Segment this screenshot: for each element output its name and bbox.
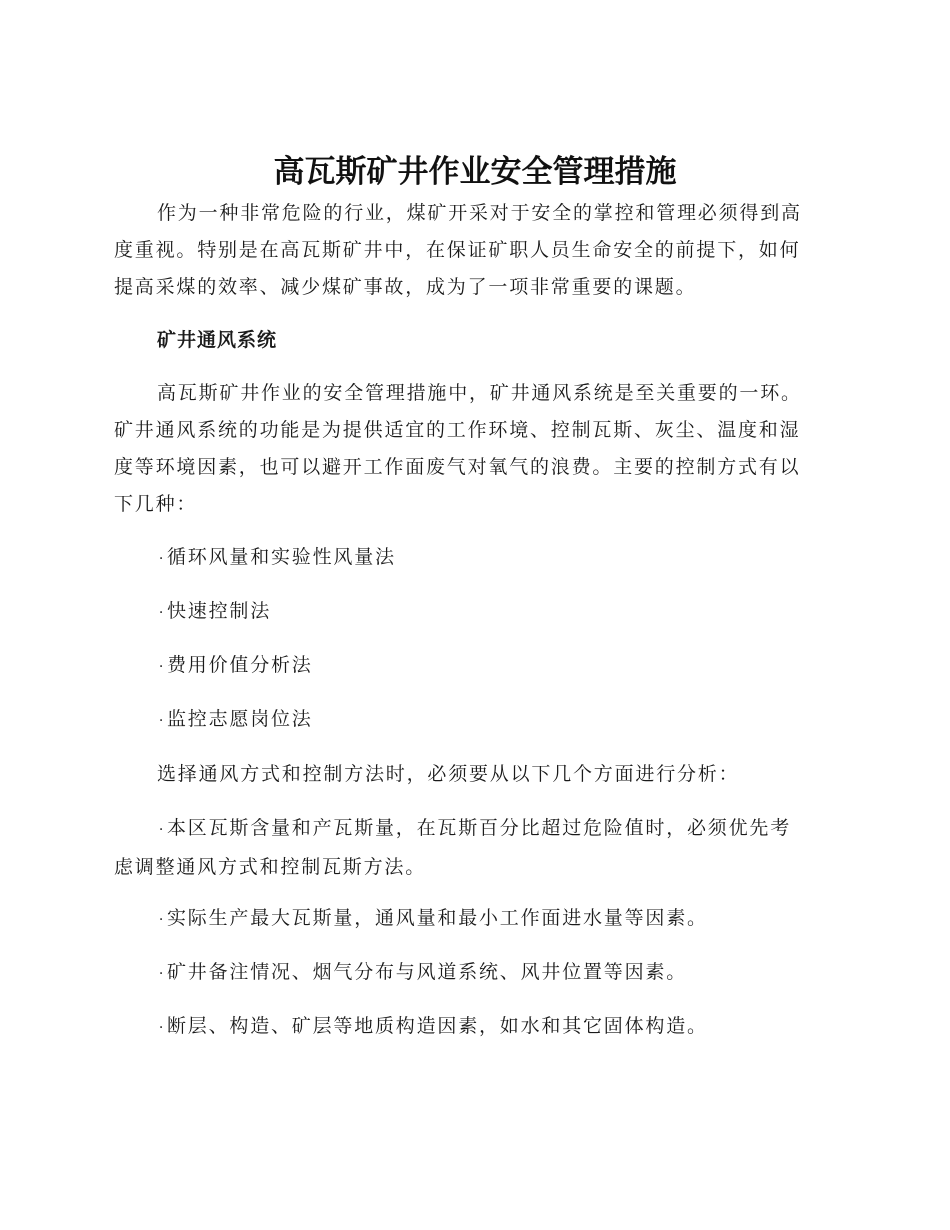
bullet-marker: · (158, 822, 166, 838)
factor-list-item (157, 900, 708, 939)
method-text: 费用价值分析法 (167, 654, 313, 676)
factor-text: 矿井备注情况、烟气分布与风道系统、风井位置等因素。 (167, 961, 688, 983)
factor-text: 实际生产最大瓦斯量，通风量和最小工作面进水量等因素。 (167, 907, 708, 929)
factor-list-item (157, 954, 687, 993)
bullet-marker: · (158, 659, 166, 675)
factor-list-item (157, 1008, 708, 1047)
intro-line: 作为一种非常危险的行业，煤矿开采对于安全的掌控和管理必须得到高 (157, 202, 802, 224)
section-line: 度等环境因素，也可以避开工作面废气对氧气的浪费。主要的控制方式有以 (114, 456, 801, 478)
intro-line: 提高采煤的效率、减少煤矿事故，成为了一项非常重要的课题。 (114, 276, 697, 298)
section-paragraph (114, 375, 830, 523)
bullet-marker: · (158, 551, 166, 567)
factor-line (114, 810, 830, 849)
section-line: 下几种： (114, 493, 198, 515)
method-list-item (157, 701, 313, 740)
section-heading: 矿井通风系统 (157, 329, 278, 351)
intro-line: 度重视。特别是在高瓦斯矿井中，在保证矿职人员生命安全的前提下，如何 (114, 239, 801, 261)
method-list-item (157, 539, 396, 578)
document-title: 高瓦斯矿井作业安全管理措施 (273, 154, 677, 190)
method-text: 循环风量和实验性风量法 (167, 546, 396, 568)
bullet-marker: · (158, 713, 166, 729)
factor-text: 本区瓦斯含量和产瓦斯量，在瓦斯百分比超过危险值时，必须优先考 (167, 817, 792, 839)
method-list-item (157, 593, 271, 632)
bullet-marker: · (158, 605, 166, 621)
factor-line: 虑调整通风方式和控制瓦斯方法。 (114, 856, 427, 878)
bullet-marker: · (158, 912, 166, 928)
bullet-marker: · (158, 1020, 166, 1036)
method-list-item (157, 647, 313, 686)
analysis-intro: 选择通风方式和控制方法时，必须要从以下几个方面进行分析： (157, 763, 740, 785)
factor-text: 断层、构造、矿层等地质构造因素，如水和其它固体构造。 (167, 1015, 708, 1037)
factor-list-item (114, 810, 830, 886)
section-line: 矿井通风系统的功能是为提供适宜的工作环境、控制瓦斯、灰尘、温度和湿 (114, 419, 801, 441)
bullet-marker: · (158, 966, 166, 982)
method-text: 快速控制法 (167, 600, 272, 622)
section-line: 高瓦斯矿井作业的安全管理措施中，矿井通风系统是至关重要的一环。 (157, 382, 802, 404)
method-text: 监控志愿岗位法 (167, 708, 313, 730)
intro-paragraph (114, 195, 830, 306)
